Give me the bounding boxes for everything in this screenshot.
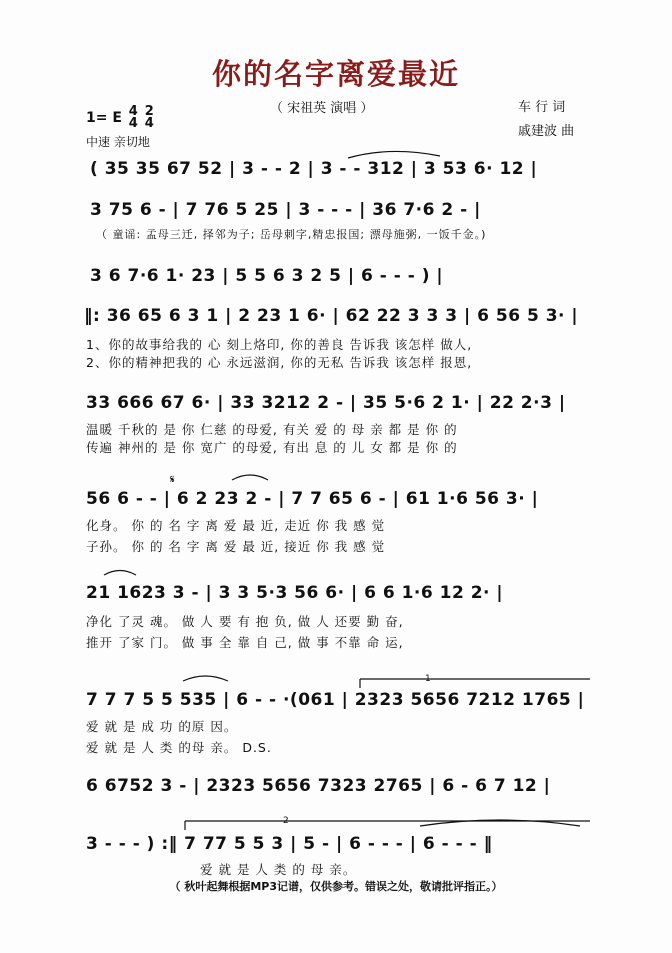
lyric-row-7-verse-2: 推开 了家 门。 做 事 全 靠 自 己, 做 事 不靠 命 运, (86, 635, 404, 650)
score-row-6: 56 6 - - | 6 2 23 2 - | 7 7 65 6 - | 61 1·6 56 3· | (86, 489, 539, 509)
segno-icon: 𝄋 (170, 473, 175, 486)
slur-row-8 (183, 676, 228, 681)
lyric-row-5-verse-2: 传遍 神州的 是 你 宽广 的母爱, 有出 息 的 儿 女 都 是 你 的 (86, 440, 458, 455)
score-row-2: 3 75 6 - | 7 76 5 25 | 3 - - - | 36 7·6 2 - | (90, 200, 481, 220)
score-row-4: ‖: 36 65 6 3 1 | 2 23 1 6· | 62 22 3 3 3 | 6 56 5 3· | (84, 306, 579, 326)
page-title: 你的名字离爱最近 (211, 57, 460, 91)
slur-row-7 (104, 571, 136, 576)
score-row-9: 6 6752 3 - | 2323 5656 7323 2765 | 6 - 6 7 12 | (86, 776, 551, 796)
score-row-10: 3 - - - ) :‖ 7 77 5 5 3 | 5 - | 6 - - - | 6 - - - ‖ (86, 834, 493, 854)
lyric-row-4-verse-2: 2、你的精神把我的 心 永远滋润, 你的无私 告诉我 该怎样 报恩, (86, 355, 473, 370)
volta-1-label: 1 (425, 674, 431, 684)
children-rhyme-note: （ 童谣: 孟母三迁, 择邻为子; 岳母刺字,精忠报国; 漂母施粥, 一饭千金。) (96, 228, 487, 241)
tie-row-1 (348, 151, 440, 158)
time-signature-1: 4 4 (128, 104, 138, 131)
lyric-row-5-verse-1: 温暖 千秋的 是 你 仁慈 的母爱, 有关 爱 的 母 亲 都 是 你 的 (86, 422, 458, 437)
composer-credit: 戚建波 曲 (518, 124, 575, 139)
score-row-5: 33 666 67 6· | 33 3212 2 - | 35 5·6 2 1· | 22 2·3 | (86, 393, 566, 413)
lyric-row-8-verse-2: 爱 就 是 人 类 的母 亲。 D.S. (86, 740, 272, 755)
lyric-row-4-verse-1: 1、你的故事给我的 心 刻上烙印, 你的善良 告诉我 该怎样 做人, (86, 337, 473, 352)
lyric-row-10: 爱 就 是 人 类 的 母 亲。 (200, 862, 357, 877)
time-signature-2: 2 4 (144, 104, 154, 131)
slur-row-6 (232, 475, 268, 480)
key-label: 1= E (86, 110, 122, 126)
lyric-row-8-verse-1: 爱 就 是 成 功 的原 因。 (86, 719, 238, 734)
lyric-row-6-verse-2: 子孙。 你 的 名 字 离 爱 最 近, 接近 你 我 感 觉 (86, 539, 386, 554)
tempo-marking: 中速 亲切地 (86, 135, 150, 149)
lyric-row-7-verse-1: 净化 了灵 魂。 做 人 要 有 抱 负, 做 人 还要 勤 奋, (86, 614, 404, 629)
score-row-8: 7 7 7 5 5 535 | 6 - - ·(061 | 2323 5656 7212 1765 | (86, 690, 585, 710)
lyricist-credit: 车 行 词 (518, 100, 566, 115)
footer-note: （ 秋叶起舞根据MP3记谱，仅供参考。错误之处，敬请批评指正。） (169, 880, 503, 893)
volta-2-label: 2 (283, 816, 289, 826)
score-row-1: ( 35 35 67 52 | 3 - - 2 | 3 - - 312 | 3 53 6· 12 | (90, 159, 538, 179)
score-row-3: 3 6 7·6 1· 23 | 5 5 6 3 2 5 | 6 - - - ) | (90, 266, 444, 286)
score-row-7: 21 1623 3 - | 3 3 5·3 56 6· | 6 6 1·6 12 2· | (86, 583, 504, 603)
lyric-row-6-verse-1: 化身。 你 的 名 字 离 爱 最 近, 走近 你 我 感 觉 (86, 518, 386, 533)
singer-credit: （ 宋祖英 演唱 ） (270, 101, 374, 116)
